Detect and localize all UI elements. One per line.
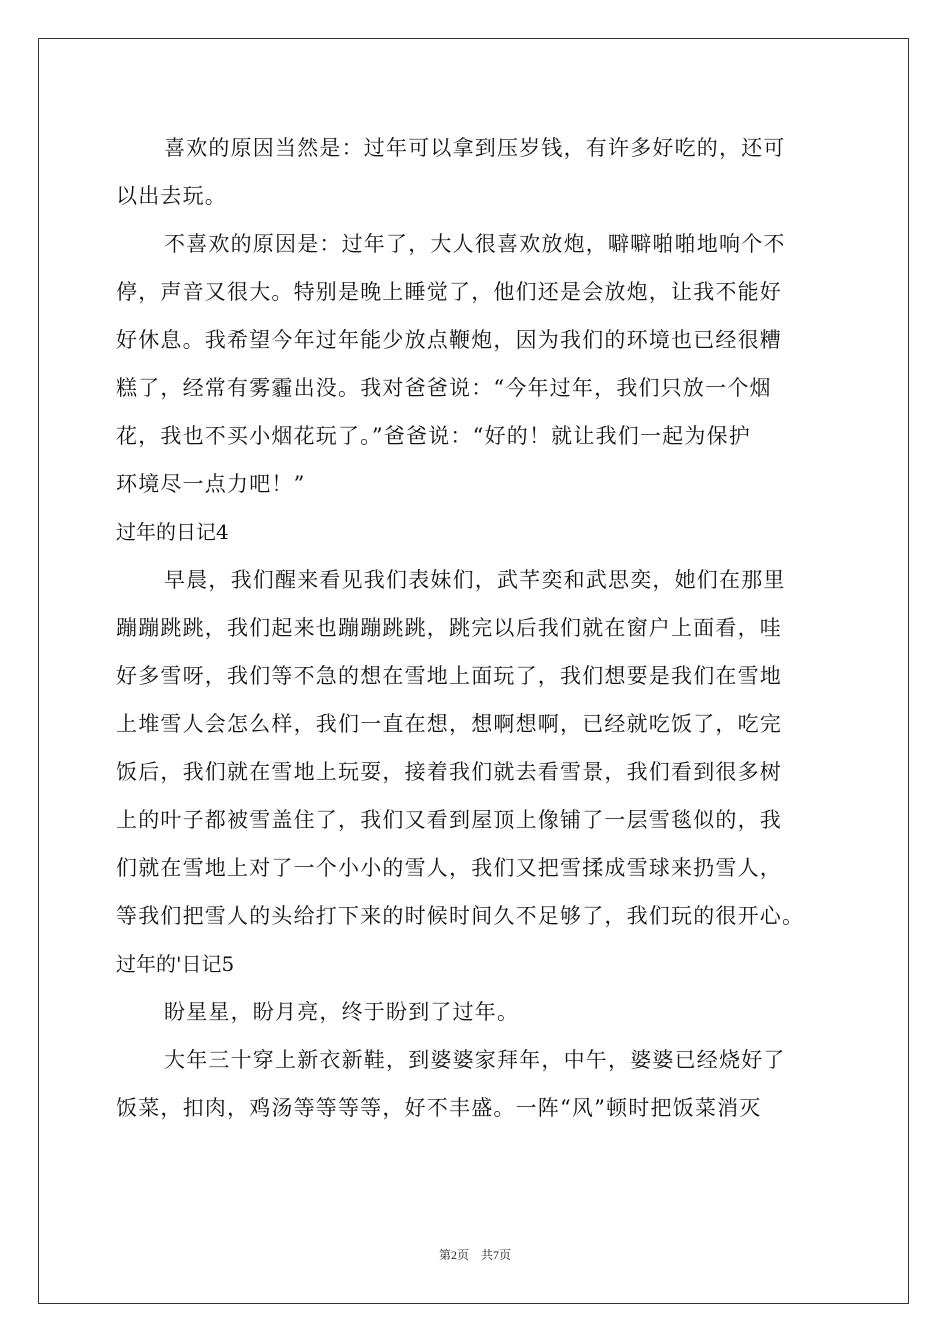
paragraph — [116, 220, 838, 508]
paragraph — [116, 124, 838, 220]
text-line: 饭后，我们就在雪地上玩耍，接着我们就去看雪景，我们看到很多树 — [116, 760, 782, 784]
text-line: 上堆雪人会怎么样，我们一直在想，想啊想啊，已经就吃饭了，吃完 — [116, 712, 782, 736]
text-line: 不喜欢的原因是：过年了，大人很喜欢放炮，噼噼啪啪地响个不 — [164, 232, 786, 256]
text-line: 糕了，经常有雾霾出没。我对爸爸说：“今年过年，我们只放一个烟 — [116, 376, 772, 400]
paragraph — [116, 988, 838, 1036]
section-heading: 过年的'日记5 — [116, 952, 235, 976]
paragraph — [116, 1036, 838, 1132]
section-heading: 过年的日记4 — [116, 520, 229, 544]
text-line: 好多雪呀，我们等不急的想在雪地上面玩了，我们想要是我们在雪地 — [116, 664, 782, 688]
text-line: 等我们把雪人的头给打下来的时候时间久不足够了，我们玩的很开心。 — [116, 904, 805, 928]
page-footer: 第2页 共7页 — [438, 1248, 511, 1262]
text-line: 大年三十穿上新衣新鞋，到婆婆家拜年，中午，婆婆已经烧好了 — [164, 1048, 786, 1072]
text-line: 上的叶子都被雪盖住了，我们又看到屋顶上像铺了一层雪毯似的，我 — [116, 808, 782, 832]
text-line: 饭菜，扣肉，鸡汤等等等等，好不丰盛。一阵“风”顿时把饭菜消灭 — [116, 1096, 762, 1120]
text-line: 以出去玩。 — [116, 184, 227, 208]
text-line: 停，声音又很大。特别是晚上睡觉了，他们还是会放炮，让我不能好 — [116, 280, 782, 304]
text-line: 盼星星，盼月亮，终于盼到了过年。 — [164, 1000, 520, 1024]
text-line: 好休息。我希望今年过年能少放点鞭炮，因为我们的环境也已经很糟 — [116, 328, 782, 352]
text-line: 环境尽一点力吧！” — [116, 472, 306, 496]
paragraph — [116, 556, 838, 940]
text-line: 们就在雪地上对了一个小小的雪人，我们又把雪揉成雪球来扔雪人， — [116, 856, 782, 880]
document-body — [116, 124, 838, 1132]
text-line: 花，我也不买小烟花玩了。”爸爸说：“好的！就让我们一起为保护 — [116, 424, 751, 448]
text-line: 蹦蹦跳跳，我们起来也蹦蹦跳跳，跳完以后我们就在窗户上面看，哇 — [116, 616, 782, 640]
text-line: 早晨，我们醒来看见我们表妹们，武芊奕和武思奕，她们在那里 — [164, 568, 786, 592]
text-line: 喜欢的原因当然是：过年可以拿到压岁钱，有许多好吃的，还可 — [164, 136, 786, 160]
